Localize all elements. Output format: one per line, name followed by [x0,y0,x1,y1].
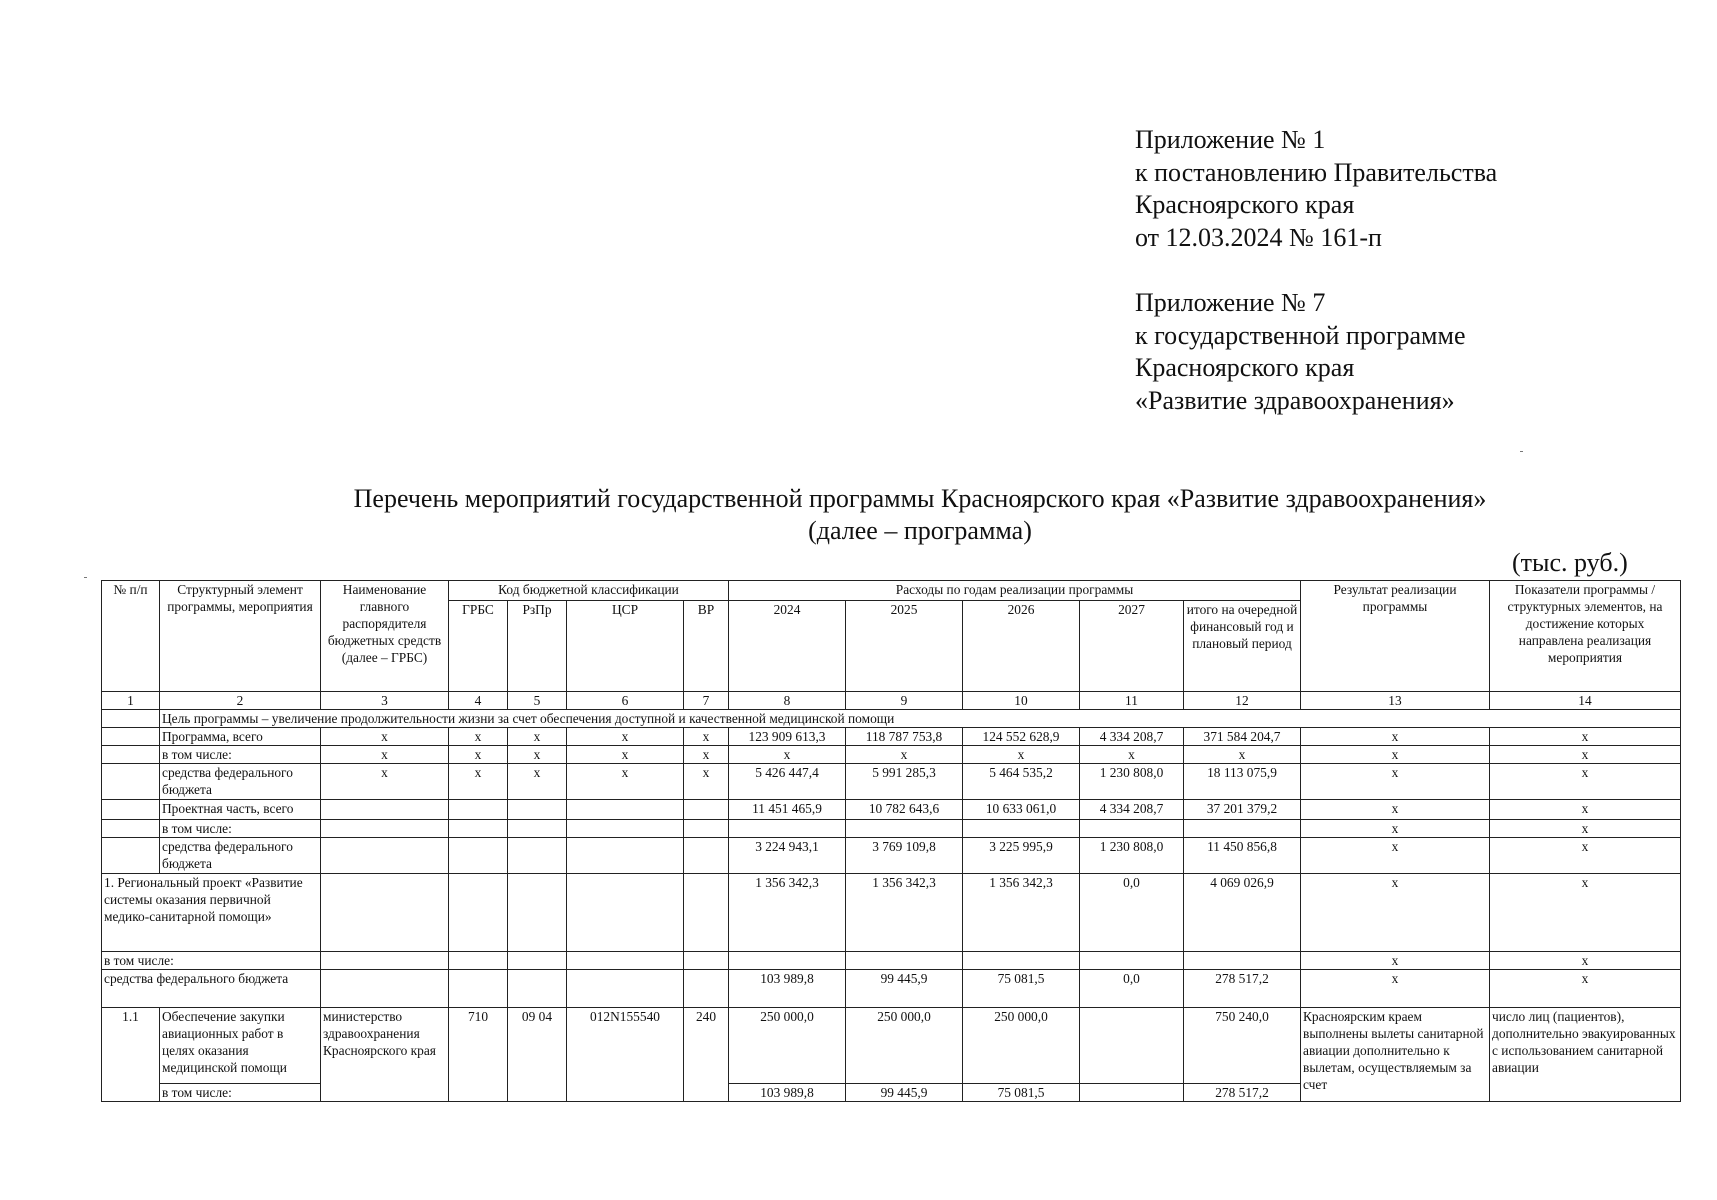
value-total: 750 240,0 [1184,1008,1301,1084]
value-2027: 0,0 [1080,874,1184,952]
row-label: в том числе: [102,952,321,970]
value-total: 18 113 075,9 [1184,764,1301,800]
appendix-7-block [1135,287,1466,417]
value-2024: 1 356 342,3 [729,874,846,952]
col-number: 11 [1080,692,1184,710]
row-label: в том числе: [160,746,321,764]
row-label: средства федерального бюджета [160,838,321,874]
row-label: Проектная часть, всего [160,800,321,820]
value-total: 37 201 379,2 [1184,800,1301,820]
table-row-regional-federal: средства федерального бюджета 103 989,8 99 445,9 75 081,5 0,0 278 517,2 х х [102,970,1681,1008]
table-row-item-1-1 [102,1008,1681,1084]
vr-code: 240 [684,1008,729,1102]
document-title [160,483,1680,547]
col-number: 9 [846,692,963,710]
header-total: итого на очередной финансовый год и плановый период [1184,601,1301,692]
value-2025: 5 991 285,3 [846,764,963,800]
value-2027: 4 334 208,7 [1080,800,1184,820]
header-2025: 2025 [846,601,963,692]
value-2027: 1 230 808,0 [1080,838,1184,874]
appendix-1-block [1135,124,1497,254]
header-num: № п/п [102,581,160,692]
value-total: 4 069 026,9 [1184,874,1301,952]
row-label: Программа, всего [160,728,321,746]
col-number: 7 [684,692,729,710]
value-2025: 3 769 109,8 [846,838,963,874]
indicators-text: число лиц (пациентов), дополнительно эвакуированных с использованием санитарной авиации [1490,1008,1681,1102]
csr-code: 012N155540 [567,1008,684,1102]
row-label: средства федерального бюджета [160,764,321,800]
goal-row [102,710,1681,728]
appendix-1-line-3: Красноярского края [1135,190,1355,219]
value-2025: 118 787 753,8 [846,728,963,746]
col-number: 1 [102,692,160,710]
table-row-regional-including: в том числе: х х [102,952,1681,970]
table-row-project-total: Проектная часть, всего 11 451 465,9 10 782 643,6 10 633 061,0 4 334 208,7 37 201 379,2 х х [102,800,1681,820]
result-text: Красноярским краем выполнены вылеты санитарной авиации дополнительно к вылетам, осуществляемым за счет [1301,1008,1490,1102]
scan-speck [1520,451,1523,452]
value-2026: 5 464 535,2 [963,764,1080,800]
regional-project-label: 1. Региональный проект «Развитие системы оказания первичной медико-санитарной помощи» [102,874,321,952]
value-2025: 10 782 643,6 [846,800,963,820]
column-numbers-row [102,692,1681,710]
header-csr: ЦСР [567,601,684,692]
header-2027: 2027 [1080,601,1184,692]
header-rzpr: РзПр [508,601,567,692]
header-grbs: ГРБС [449,601,508,692]
row-label: Обеспечение закупки авиационных работ в целях оказания медицинской помощи [160,1008,321,1084]
value-2025: 1 356 342,3 [846,874,963,952]
header-expenses: Расходы по годам реализации программы [729,581,1301,601]
value-2024: 103 989,8 [729,970,846,1008]
value-2024: 123 909 613,3 [729,728,846,746]
units-label: (тыс. руб.) [1512,548,1628,577]
value-2026: 124 552 628,9 [963,728,1080,746]
value-2027: 1 230 808,0 [1080,764,1184,800]
col-number: 3 [321,692,449,710]
document-title-line-2: (далее – программа) [808,516,1032,545]
col-number: 14 [1490,692,1681,710]
header-2026: 2026 [963,601,1080,692]
header-row-1 [102,581,1681,601]
table-row-regional-project: 1. Региональный проект «Развитие системы оказания первичной медико-санитарной помощи» 1 356 342,3 1 356 342,3 1 356 342,3 0,0 4 069 026,9 х х [102,874,1681,952]
header-vr: ВР [684,601,729,692]
row-label: в том числе: [160,820,321,838]
measures-table [101,580,1681,1102]
col-number: 10 [963,692,1080,710]
item-number: 1.1 [102,1008,160,1102]
value-2025: 99 445,9 [846,970,963,1008]
value-2027: 0,0 [1080,970,1184,1008]
value-2027: 4 334 208,7 [1080,728,1184,746]
header-element: Структурный элемент программы, мероприятия [160,581,321,692]
value-2026: 250 000,0 [963,1008,1080,1084]
document-title-line-1: Перечень мероприятий государственной программы Красноярского края «Развитие здравоохранения» [353,484,1487,513]
value-2026: 10 633 061,0 [963,800,1080,820]
appendix-7-line-3: Красноярского края [1135,353,1355,382]
value-2024: 11 451 465,9 [729,800,846,820]
value-2025: 250 000,0 [846,1008,963,1084]
table-row-program-total: Программа, всего х х х х х 123 909 613,3 118 787 753,8 124 552 628,9 4 334 208,7 371 584 204,7 х х [102,728,1681,746]
value-total: 371 584 204,7 [1184,728,1301,746]
table-row-project-including: в том числе: х х [102,820,1681,838]
row-label: средства федерального бюджета [102,970,321,1008]
value-total: 278 517,2 [1184,1084,1301,1102]
grbs-name: министерство здравоохранения Красноярского края [321,1008,449,1102]
table-row-project-federal: средства федерального бюджета 3 224 943,1 3 769 109,8 3 225 995,9 1 230 808,0 11 450 856,8 х х [102,838,1681,874]
appendix-7-line-4: «Развитие здравоохранения» [1135,385,1455,415]
col-number: 8 [729,692,846,710]
value-2024: 5 426 447,4 [729,764,846,800]
header-2024: 2024 [729,601,846,692]
appendix-1-line-2: к постановлению Правительства [1135,157,1498,187]
appendix-1-line-4: от 12.03.2024 № 161-п [1135,222,1382,252]
grbs-code: 710 [449,1008,508,1102]
table-row-including: в том числе: х х х х х х х х х х х х [102,746,1681,764]
value-2027 [1080,1008,1184,1084]
header-result: Результат реализации программы [1301,581,1490,692]
table-row-federal: средства федерального бюджета х х х х х 5 426 447,4 5 991 285,3 5 464 535,2 1 230 808,0 18 113 075,9 х х [102,764,1681,800]
col-number: 5 [508,692,567,710]
value-2026: 75 081,5 [963,970,1080,1008]
appendix-1-line-1: Приложение № 1 [1135,125,1326,154]
col-number: 13 [1301,692,1490,710]
value-2025: 99 445,9 [846,1084,963,1102]
header-budget-code: Код бюджетной классификации [449,581,729,601]
value-2026: 3 225 995,9 [963,838,1080,874]
col-number: 2 [160,692,321,710]
col-number: 4 [449,692,508,710]
appendix-7-line-2: к государственной программе [1135,320,1466,350]
appendix-7-line-1: Приложение № 7 [1135,288,1326,317]
row-label: в том числе: [160,1084,321,1102]
value-2026: 1 356 342,3 [963,874,1080,952]
value-total: 11 450 856,8 [1184,838,1301,874]
col-number: 6 [567,692,684,710]
program-goal: Цель программы – увеличение продолжительности жизни за счет обеспечения доступной и качественной медицинской помощи [160,710,1681,728]
col-number: 12 [1184,692,1301,710]
value-total: 278 517,2 [1184,970,1301,1008]
value-2024: 250 000,0 [729,1008,846,1084]
header-indicators: Показатели программы / структурных элементов, на достижение которых направлена реализация мероприятия [1490,581,1681,692]
scan-speck [84,577,87,578]
header-grbs-name: Наименование главного распорядителя бюджетных средств (далее – ГРБС) [321,581,449,692]
value-2024: 103 989,8 [729,1084,846,1102]
value-2024: 3 224 943,1 [729,838,846,874]
rzpr-code: 09 04 [508,1008,567,1102]
value-2026: 75 081,5 [963,1084,1080,1102]
